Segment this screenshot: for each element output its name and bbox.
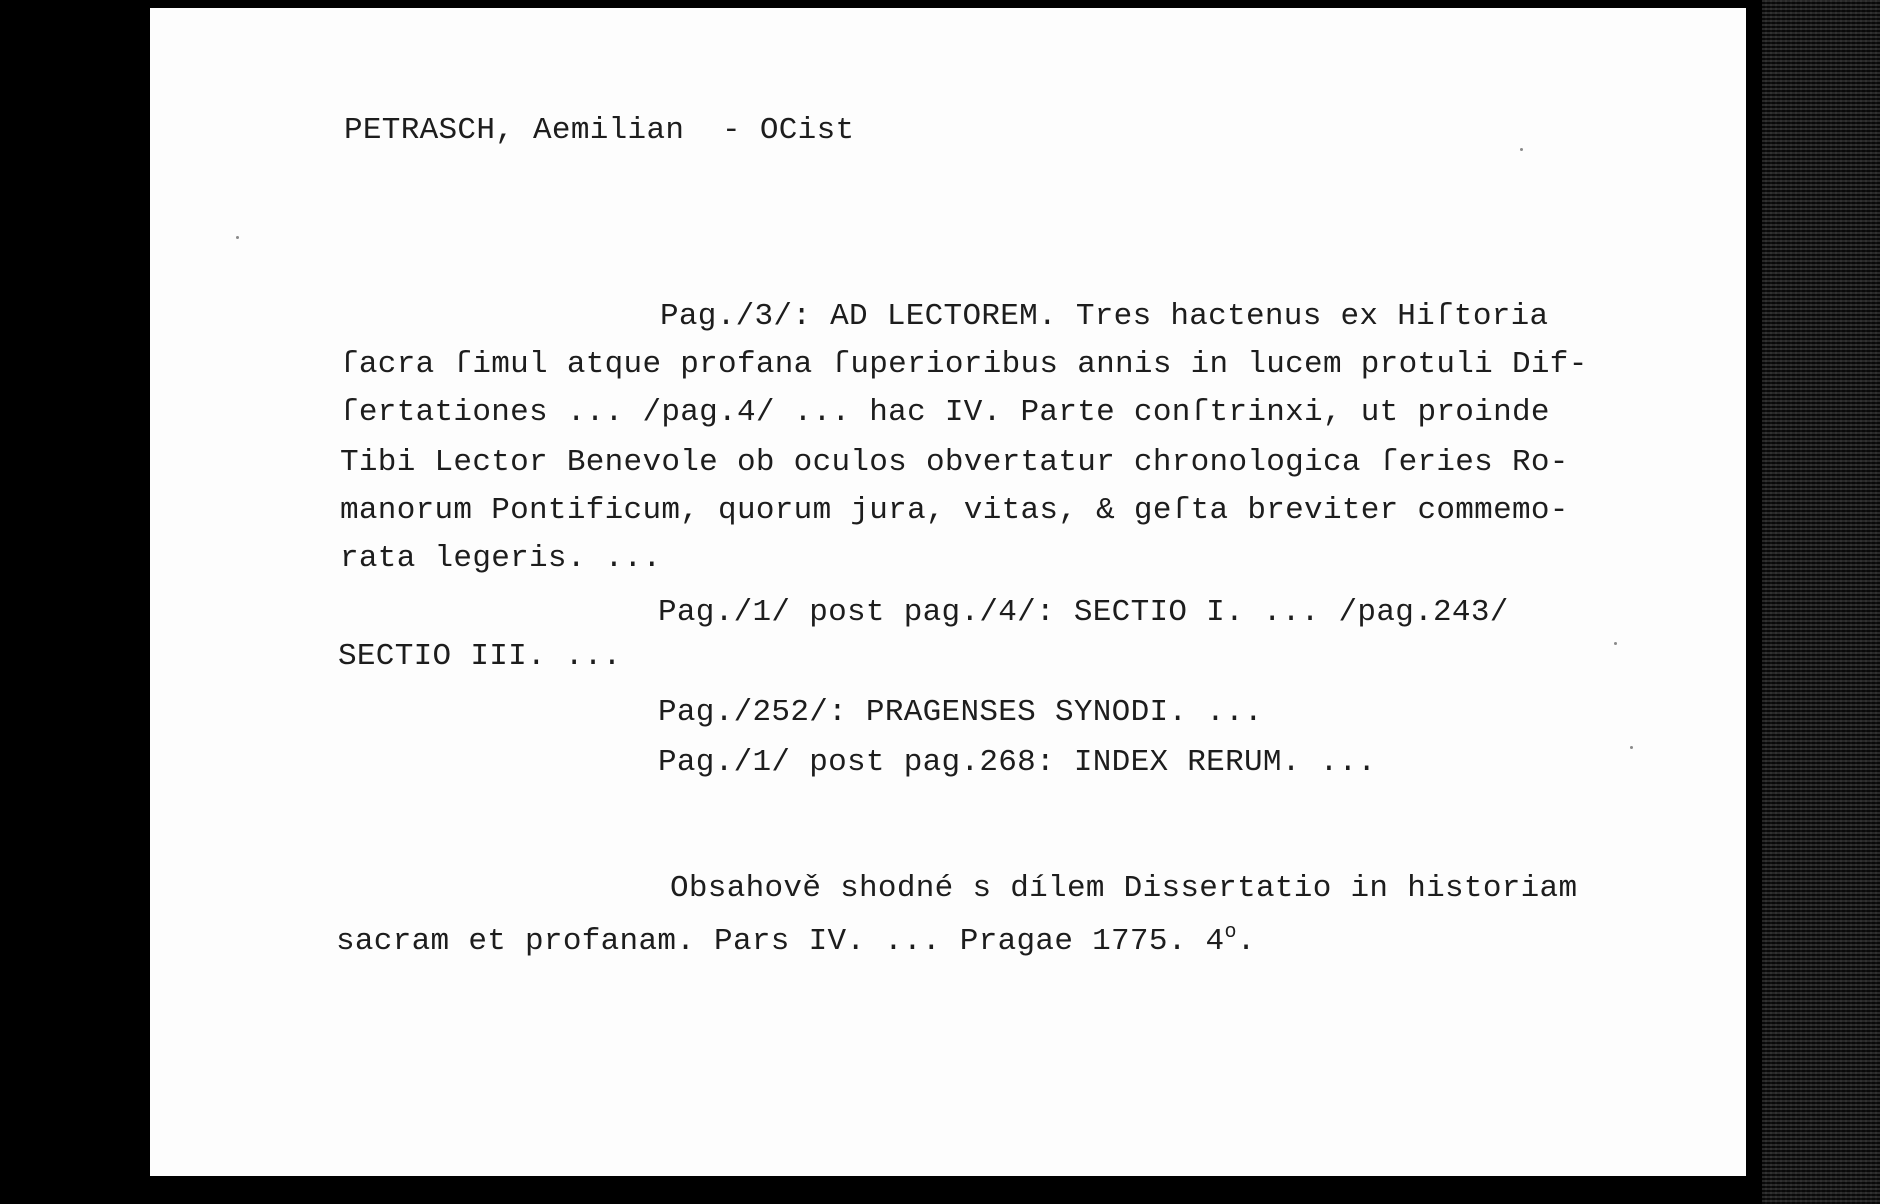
film-edge-strip [1762, 0, 1880, 1204]
card-heading: PETRASCH, Aemilian - OCist [344, 113, 855, 148]
dust-speck [1520, 148, 1523, 151]
paragraph1-line: rata legeris. ... [340, 541, 662, 576]
dust-speck [1630, 746, 1633, 749]
paragraph1-line: Pag./3/: AD LECTOREM. Tres hactenus ex Hiſtoria [660, 299, 1549, 334]
paragraph2-line: SECTIO III. ... [338, 639, 622, 674]
paragraph3-line: Pag./252/: PRAGENSES SYNODI. ... [658, 695, 1263, 730]
paragraph1-line: manorum Pontificum, quorum jura, vitas, & geſta breviter commemo- [340, 493, 1569, 528]
catalog-card [150, 8, 1746, 1176]
note-line-2-end: . [1236, 924, 1256, 959]
dust-speck [236, 236, 239, 239]
note-line-2 [336, 914, 1256, 961]
degree-superscript: o [1224, 921, 1237, 944]
paragraph1-line: ſertationes ... /pag.4/ ... hac IV. Parte conſtrinxi, ut proinde [340, 395, 1550, 430]
paragraph1-line: Tibi Lector Benevole ob oculos obvertatur chronologica ſeries Ro- [340, 445, 1569, 480]
paragraph4-line: Pag./1/ post pag.268: INDEX RERUM. ... [658, 745, 1377, 780]
note-line-2-text: sacram et profanam. Pars IV. ... Pragae 1775. 4 [336, 924, 1225, 959]
paragraph2-line: Pag./1/ post pag./4/: SECTIO I. ... /pag.243/ [658, 595, 1509, 630]
note-line-1: Obsahově shodné s dílem Dissertatio in historiam [670, 871, 1578, 906]
dust-speck [1614, 642, 1617, 645]
paragraph1-line: ſacra ſimul atque profana ſuperioribus annis in lucem protuli Dif- [340, 347, 1588, 382]
